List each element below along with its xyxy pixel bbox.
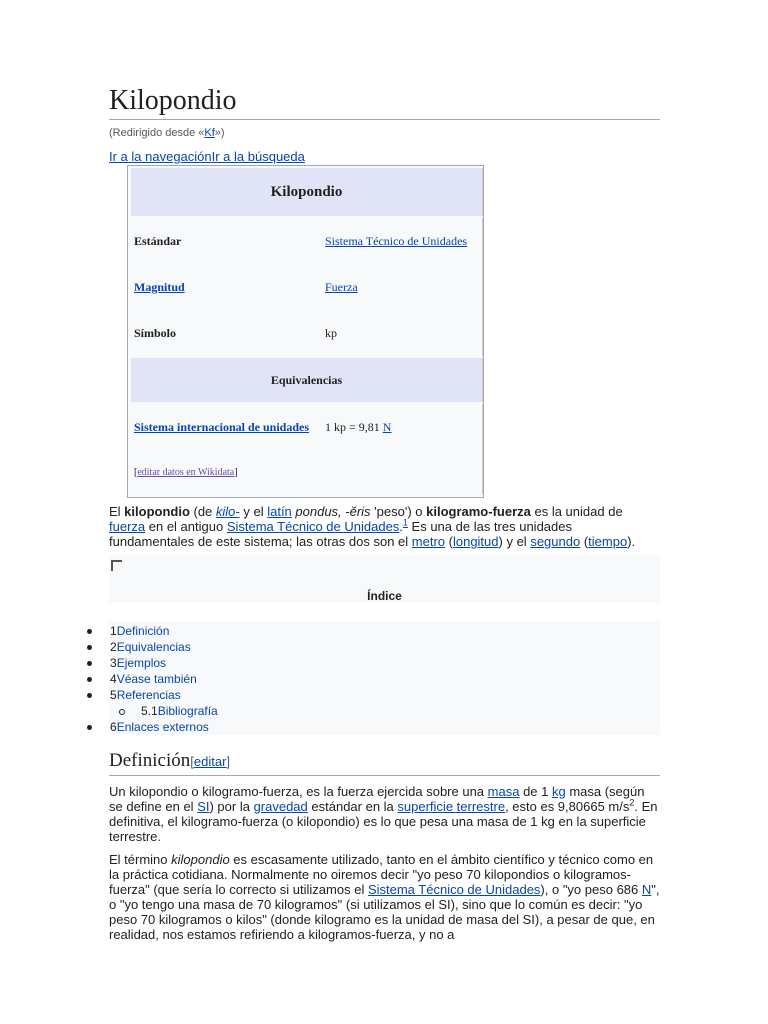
text: (de [189, 504, 216, 519]
italic-text: kilopondio [171, 852, 230, 867]
toc-item[interactable] [109, 623, 660, 639]
masa-link[interactable]: masa [487, 784, 520, 799]
bullet-icon [87, 677, 92, 682]
toc-header [109, 555, 660, 603]
tiempo-link[interactable]: tiempo [588, 534, 628, 549]
edit-section-link[interactable]: editar [193, 754, 227, 769]
bullet-icon [87, 629, 92, 634]
section-heading [109, 749, 660, 776]
toc-number: 6 [110, 720, 117, 734]
table-of-contents [109, 555, 660, 735]
infobox-value: kp [325, 325, 337, 340]
superscript: 2 [629, 797, 635, 808]
newton-link[interactable]: N [382, 419, 392, 434]
redirect-note [109, 126, 660, 140]
text: El término [109, 852, 172, 867]
infobox-wikidata [131, 450, 483, 494]
text: ). [627, 534, 636, 549]
definition-paragraph-1 [109, 784, 660, 844]
circle-bullet-icon [119, 709, 125, 715]
infobox-row-estandar [131, 218, 483, 264]
text: masa (según se define en el [109, 784, 645, 814]
edit-section [190, 754, 230, 769]
bullet-icon [87, 725, 92, 730]
text: de 1 [519, 784, 552, 799]
jump-to-navigation-link[interactable]: Ir a la navegación [109, 149, 212, 164]
segundo-link[interactable]: segundo [530, 534, 581, 549]
italic-text: pondus, -ĕris [291, 504, 371, 519]
newton-link[interactable]: N [641, 882, 652, 897]
text: Un kilopondio o kilogramo-fuerza, es la fuerza ejercida sobre una [109, 784, 488, 799]
toc-number: 1 [110, 624, 117, 638]
toc-item[interactable] [109, 655, 660, 671]
text: . En definitiva, el kilogramo-fuerza (o kilopondio) es lo que pesa una masa de 1 kg en la superficie terrestre. [109, 799, 658, 844]
page-title: Kilopondio [109, 84, 660, 120]
kg-link[interactable]: kg [551, 784, 566, 799]
bracket: ] [234, 466, 238, 478]
infobox-value [324, 420, 391, 435]
text: y el [239, 504, 268, 519]
metro-link[interactable]: metro [411, 534, 446, 549]
text: estándar en la [307, 799, 398, 814]
bold-term: kilogramo-fuerza [426, 504, 531, 519]
text: , esto es 9,80665 m/s [505, 799, 630, 814]
text: ( [580, 534, 589, 549]
text: ( [445, 534, 453, 549]
toc-list [109, 621, 660, 735]
latin-link[interactable]: latín [267, 504, 292, 519]
infobox-label-link[interactable]: Sistema internacional de unidades [134, 419, 310, 434]
text: El [109, 504, 125, 519]
jump-links [109, 149, 660, 165]
toc-item[interactable] [109, 719, 660, 735]
toc-subitem[interactable] [109, 703, 660, 719]
infobox-label: Símbolo [134, 325, 177, 340]
toc-number: 5 [110, 688, 117, 702]
toc-link[interactable]: Referencias [116, 688, 181, 702]
infobox [127, 165, 484, 498]
bold-term: kilopondio [124, 504, 190, 519]
infobox-title: Kilopondio [131, 168, 483, 216]
infobox-label-link[interactable]: Magnitud [134, 279, 185, 294]
sistema-tecnico-link[interactable]: Sistema Técnico de Unidades [226, 519, 400, 534]
fuerza-link[interactable]: fuerza [109, 519, 146, 534]
text: Es una de las tres unidades fundamentales de este sistema; las otras dos son el [109, 519, 572, 549]
bullet-icon [87, 645, 92, 650]
toc-link[interactable]: Equivalencias [116, 640, 191, 654]
infobox-subheader: Equivalencias [131, 358, 483, 402]
toc-link[interactable]: Véase también [116, 672, 197, 686]
bracket: ] [226, 754, 231, 769]
infobox-value-link[interactable]: Fuerza [325, 279, 358, 294]
bullet-icon [87, 693, 92, 698]
text: . [399, 519, 403, 534]
toc-number: 5.1 [141, 704, 158, 718]
redirect-link[interactable]: Kf [204, 127, 215, 139]
infobox-row-simbolo [131, 310, 483, 356]
toc-toggle-icon[interactable] [111, 560, 122, 571]
toc-number: 3 [110, 656, 117, 670]
toc-link[interactable]: Ejemplos [116, 656, 167, 670]
edit-wikidata-link[interactable]: editar datos en Wikidata [137, 466, 235, 478]
jump-to-search-link[interactable]: Ir a la búsqueda [211, 149, 305, 164]
text: es la unidad de [530, 504, 623, 519]
text: ), o "yo peso 686 [540, 882, 642, 897]
longitud-link[interactable]: longitud [452, 534, 499, 549]
article [109, 84, 660, 942]
redirect-suffix: ») [214, 127, 225, 139]
toc-item[interactable] [109, 671, 660, 687]
si-link[interactable]: SI [197, 799, 210, 814]
text: ) por la [209, 799, 254, 814]
text: es escasamente utilizado, tanto en el ámbito científico y técnico como en la práctica cotidiana. Normalmente no oiremos decir "yo peso 70 kilopondios o kilogramos-fuerza" (que sería lo correcto si utilizamos el [109, 852, 654, 897]
infobox-row-equivalencia [131, 404, 483, 450]
text: ) y el [498, 534, 531, 549]
toc-item[interactable] [109, 639, 660, 655]
infobox-label: Estándar [134, 233, 182, 248]
infobox-row-magnitud [131, 264, 483, 310]
sistema-tecnico-link[interactable]: Sistema Técnico de Unidades [367, 882, 541, 897]
toc-number: 2 [110, 640, 117, 654]
intro-paragraph [109, 504, 660, 549]
infobox-value-link[interactable]: Sistema Técnico de Unidades [325, 233, 468, 248]
toc-title: Índice [367, 589, 402, 603]
heading-text: Definición [109, 750, 191, 771]
text: en el antiguo [145, 519, 227, 534]
toc-link[interactable]: Enlaces externos [116, 720, 209, 734]
gravedad-link[interactable]: gravedad [253, 799, 308, 814]
equiv-value: 1 kp = 9,81 [325, 419, 383, 434]
reference-link[interactable]: 1 [402, 517, 408, 528]
bracket: [ [190, 754, 194, 769]
definition-paragraph-2 [109, 852, 660, 942]
toc-link[interactable]: Bibliografía [157, 704, 218, 718]
text: 'peso') o [370, 504, 427, 519]
text: ", o "yo tengo una masa de 70 kilogramos" (si utilizamos el SI), sino que lo común es decir: "yo peso 70 kilogramos o kilos" (donde kilogramo es la unidad de masa del SI), a pesar de que, en realidad, nos estamos refiriendo a kilogramos-fuerza, y no a [109, 882, 660, 942]
toc-link[interactable]: Definición [116, 624, 170, 638]
superficie-link[interactable]: superficie terrestre [397, 799, 506, 814]
redirect-prefix: (Redirigido desde « [109, 127, 205, 139]
bracket: [ [134, 466, 138, 478]
toc-item[interactable] [109, 687, 660, 703]
toc-spacer [109, 603, 660, 621]
toc-number: 4 [110, 672, 117, 686]
bullet-icon [87, 661, 92, 666]
kilo-link[interactable]: kilo- [215, 504, 240, 519]
